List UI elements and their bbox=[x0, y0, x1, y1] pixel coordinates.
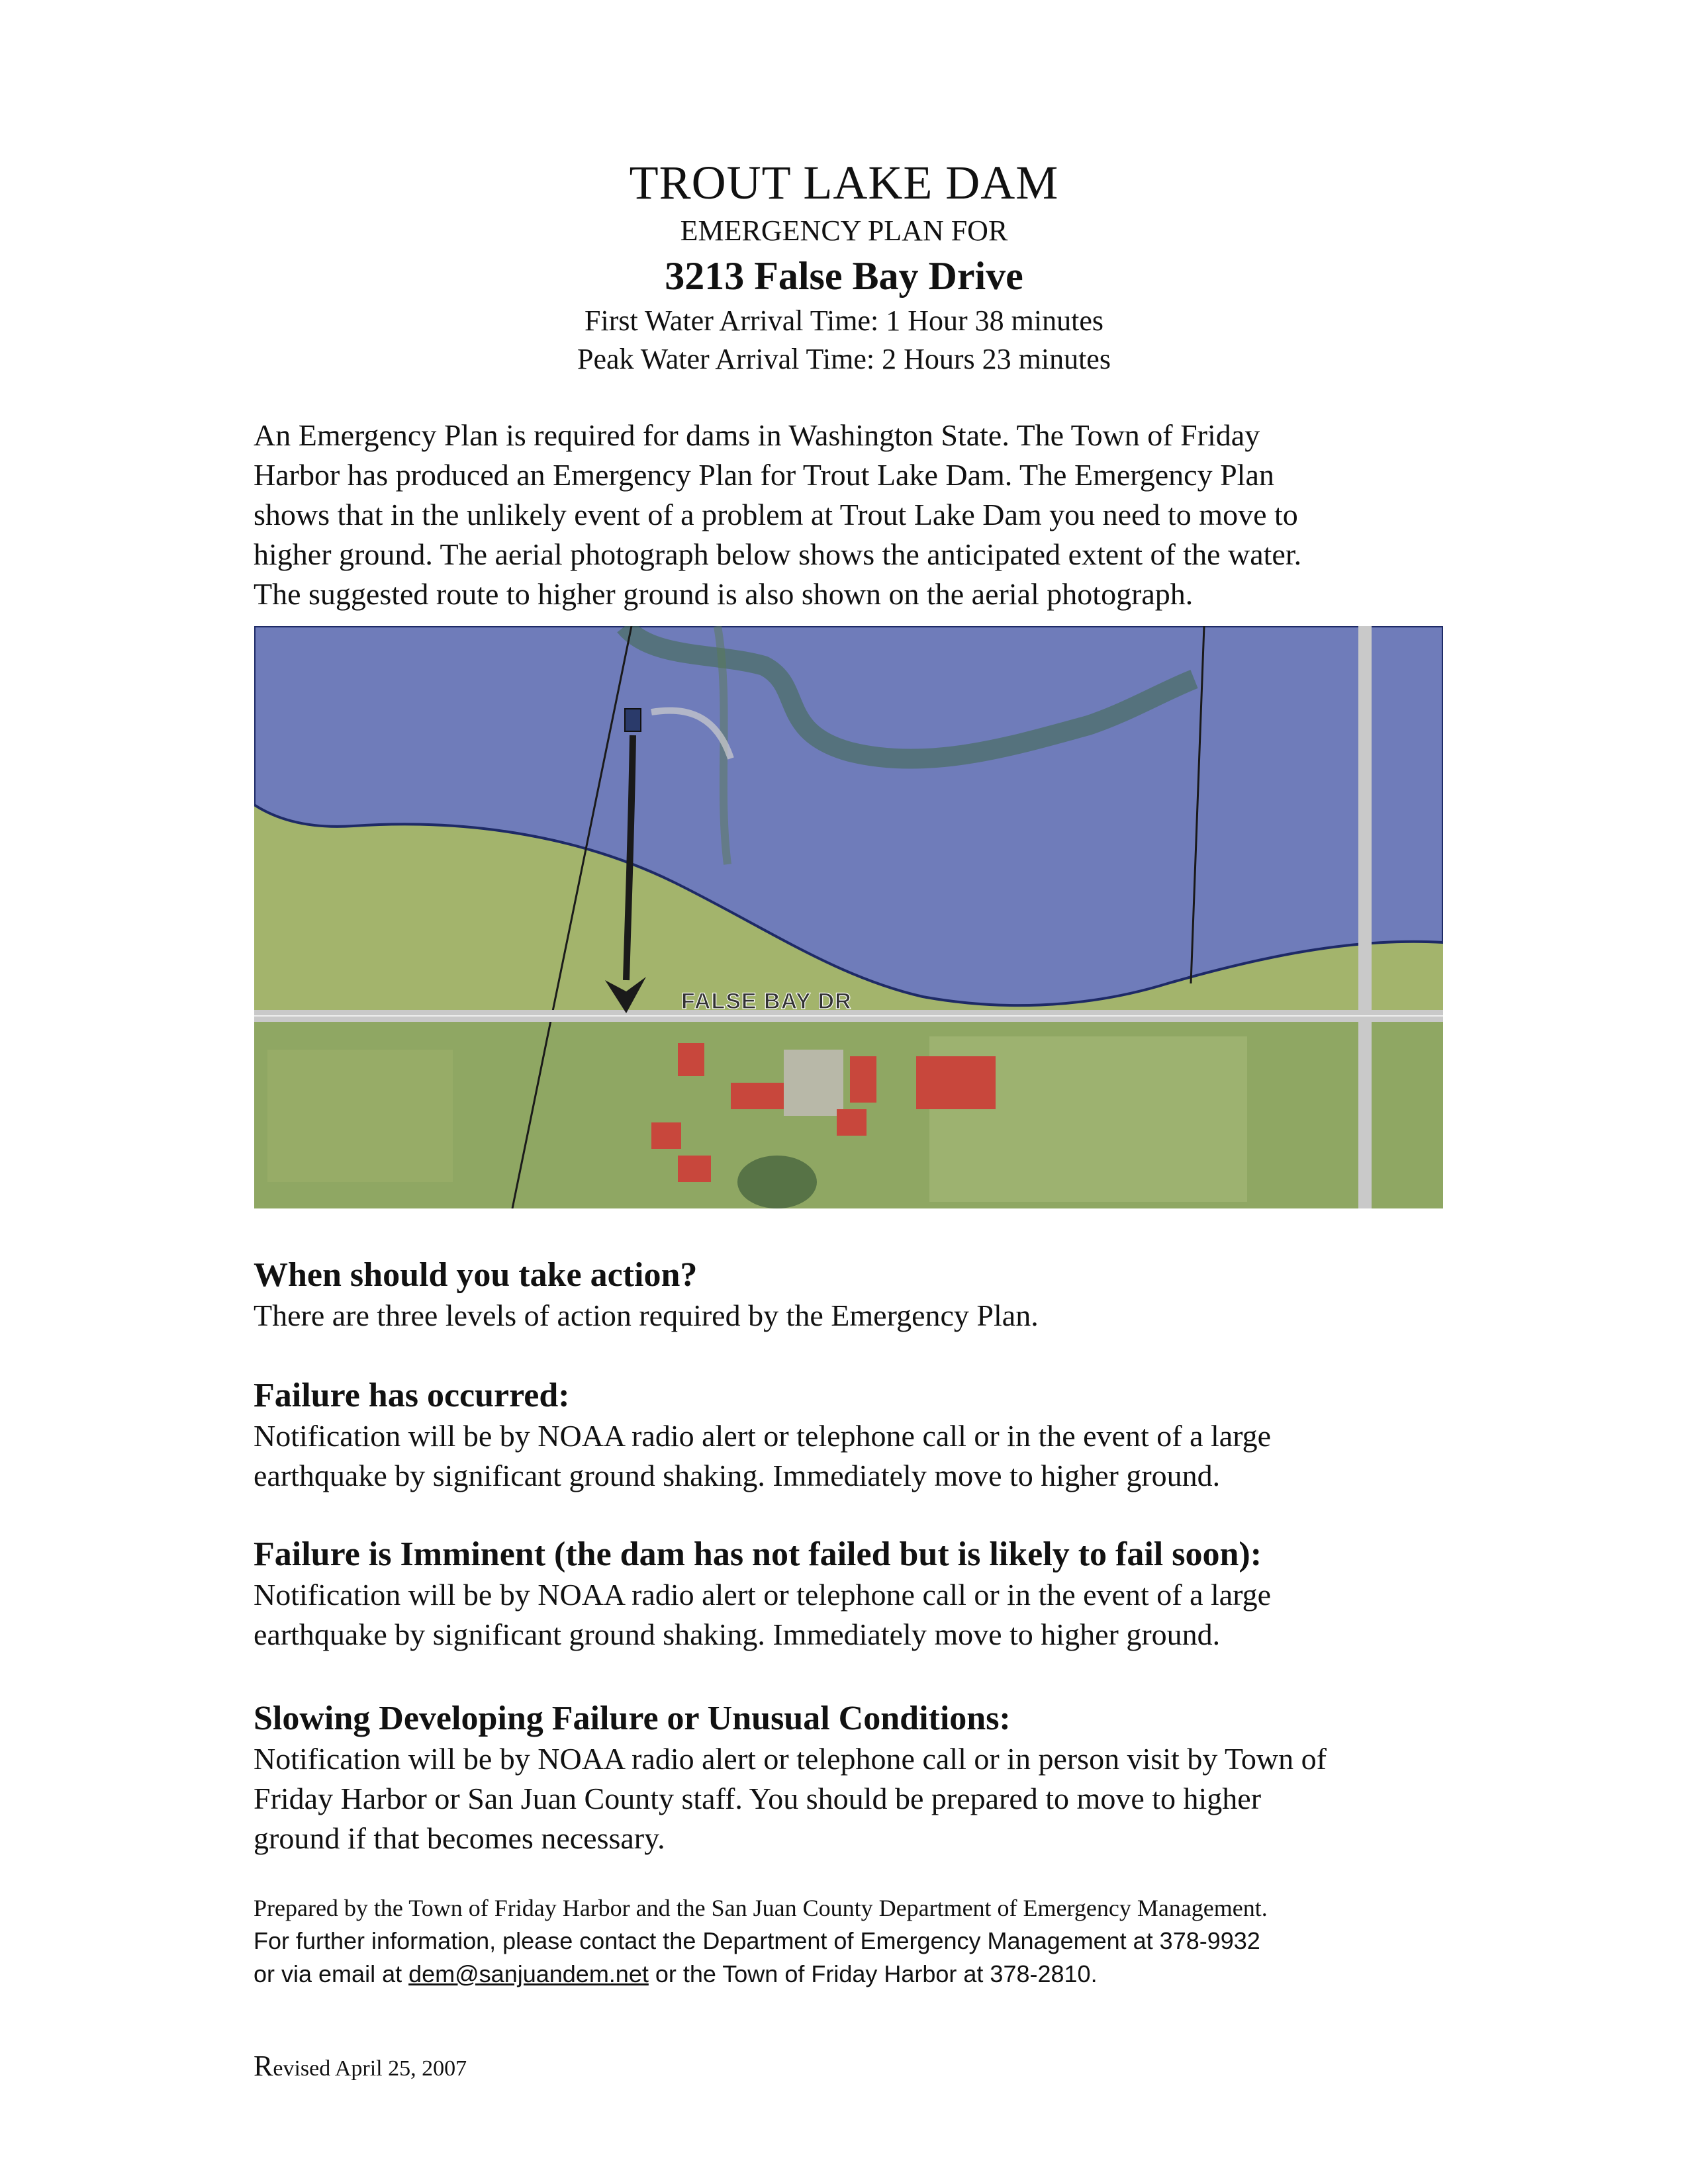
intro-line: higher ground. The aerial photograph below shows the anticipated extent of the water. bbox=[254, 537, 1302, 571]
section-failure-occurred bbox=[254, 1375, 1465, 1496]
document-header bbox=[0, 154, 1688, 379]
document-subtitle: EMERGENCY PLAN FOR bbox=[680, 214, 1008, 247]
intro-line: Harbor has produced an Emergency Plan for Trout Lake Dam. The Emergency Plan bbox=[254, 458, 1274, 492]
aerial-map-svg bbox=[254, 626, 1443, 1208]
section-failure-imminent bbox=[254, 1534, 1465, 1655]
email-link[interactable]: dem@sanjuandem.net bbox=[408, 1960, 649, 1987]
north-south-road bbox=[1358, 626, 1372, 1208]
intro-paragraph bbox=[254, 416, 1445, 614]
revision-text: evised April 25, 2007 bbox=[273, 2056, 467, 2081]
section-line: earthquake by significant ground shaking. Immediately move to higher ground. bbox=[254, 1617, 1221, 1651]
contact-email-line bbox=[254, 1958, 1511, 1991]
email-suffix: or the Town of Friday Harbor at 378-2810. bbox=[648, 1960, 1098, 1987]
email-prefix: or via email at bbox=[254, 1960, 409, 1987]
document-title: TROUT LAKE DAM bbox=[629, 156, 1059, 209]
first-water-arrival: First Water Arrival Time: 1 Hour 38 minutes bbox=[585, 304, 1103, 337]
footer-contact bbox=[254, 1891, 1511, 1991]
section-line: Friday Harbor or San Juan County staff. You should be prepared to move to higher bbox=[254, 1782, 1262, 1815]
road-label: FALSE BAY DR bbox=[681, 989, 852, 1014]
intro-line: The suggested route to higher ground is also shown on the aerial photograph. bbox=[254, 577, 1194, 611]
section-line: There are three levels of action required by the Emergency Plan. bbox=[254, 1298, 1039, 1332]
peak-water-arrival: Peak Water Arrival Time: 2 Hours 23 minutes bbox=[577, 343, 1111, 375]
revision-initial: R bbox=[254, 2050, 273, 2082]
prepared-by-line: Prepared by the Town of Friday Harbor and the San Juan County Department of Emergency Management. bbox=[254, 1895, 1268, 1921]
section-heading: Slowing Developing Failure or Unusual Conditions: bbox=[254, 1700, 1011, 1737]
property-address: 3213 False Bay Drive bbox=[665, 254, 1023, 298]
contact-line: For further information, please contact the Department of Emergency Management at 378-9932 bbox=[254, 1927, 1260, 1954]
section-heading: When should you take action? bbox=[254, 1256, 698, 1294]
aerial-photograph bbox=[254, 626, 1443, 1208]
section-slow-failure bbox=[254, 1698, 1465, 1858]
section-heading: Failure has occurred: bbox=[254, 1377, 570, 1414]
intro-line: shows that in the unlikely event of a problem at Trout Lake Dam you need to move to bbox=[254, 498, 1298, 531]
intro-line: An Emergency Plan is required for dams in Washington State. The Town of Friday bbox=[254, 418, 1260, 452]
field-patch bbox=[267, 1050, 453, 1182]
section-line: Notification will be by NOAA radio alert or telephone call or in the event of a large bbox=[254, 1419, 1272, 1453]
section-line: earthquake by significant ground shaking. Immediately move to higher ground. bbox=[254, 1459, 1221, 1492]
section-line: Notification will be by NOAA radio alert or telephone call or in person visit by Town of bbox=[254, 1742, 1327, 1776]
start-house bbox=[625, 709, 641, 731]
section-heading: Failure is Imminent (the dam has not failed but is likely to fail soon): bbox=[254, 1535, 1262, 1573]
section-line: Notification will be by NOAA radio alert or telephone call or in the event of a large bbox=[254, 1578, 1272, 1612]
section-line: ground if that becomes necessary. bbox=[254, 1821, 665, 1855]
revision-date bbox=[254, 2052, 467, 2083]
section-when-to-act bbox=[254, 1255, 1465, 1336]
